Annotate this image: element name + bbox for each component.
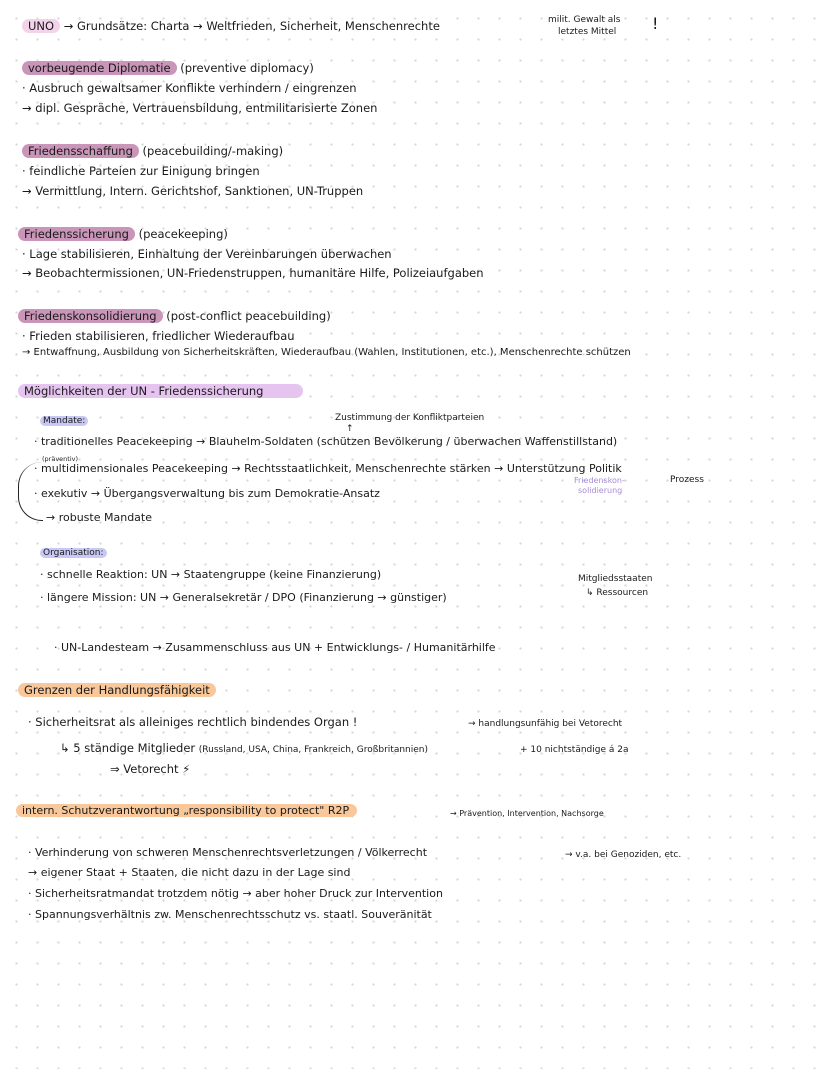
section-consolidation-heading xyxy=(18,308,331,324)
permanent-members: ↳ 5 ständige Mitglieder xyxy=(60,741,196,755)
section-peacemaking-heading xyxy=(22,143,283,159)
country-team: · UN-Landesteam → Zusammenschluss aus UN + Entwicklungs- / Humanitärhilfe xyxy=(54,641,496,654)
r2p-line1: · Verhinderung von schweren Menschenrechtsverletzungen / Völkerrecht xyxy=(28,846,428,859)
section-title: intern. Schutzverantwortung „responsibility to protect" R2P xyxy=(16,804,357,817)
up-arrow-icon: ↑ xyxy=(346,424,354,434)
section-subtitle: (preventive diplomacy) xyxy=(180,61,314,75)
mandate-robust: → robuste Mandate xyxy=(46,511,152,524)
consolidation-line1: · Frieden stabilisieren, friedlicher Wiederaufbau xyxy=(22,329,295,343)
limits-line1-note: → handlungsunfähig bei Vetorecht xyxy=(468,719,623,729)
side-note-line2: letztes Mittel xyxy=(558,27,617,37)
section-title: Grenzen der Handlungsfähigkeit xyxy=(18,683,216,697)
side-note-military-force xyxy=(548,14,621,38)
peacemaking-line1: · feindliche Parteien zur Einigung bringen xyxy=(22,164,260,178)
side-note-line1: milit. Gewalt als xyxy=(548,15,621,25)
consent-note: Zustimmung der Konfliktparteien xyxy=(335,413,485,423)
preventive-line2: → dipl. Gespräche, Vertrauensbildung, entmilitarisierte Zonen xyxy=(22,101,378,115)
section-title: vorbeugende Diplomatie xyxy=(22,61,177,75)
r2p-line2: → eigener Staat + Staaten, die nicht dazu in der Lage sind xyxy=(28,866,351,879)
consolidation-note-line1: Friedenskon- xyxy=(574,476,625,485)
exclamation-icon: ! xyxy=(652,14,659,33)
consolidation-note-line2: solidierung xyxy=(578,486,623,495)
peacekeeping-line1: · Lage stabilisieren, Einhaltung der Vereinbarungen überwachen xyxy=(22,247,392,261)
organisation-quick: · schnelle Reaktion: UN → Staatengruppe (keine Finanzierung) xyxy=(40,568,382,581)
r2p-note: → Prävention, Intervention, Nachsorge xyxy=(450,809,604,818)
mandate-executive: · exekutiv → Übergangsverwaltung bis zum Demokratie-Ansatz xyxy=(34,487,380,500)
peacekeeping-line2: → Beobachtermissionen, UN-Friedenstruppen, humanitäre Hilfe, Polizeiaufgaben xyxy=(22,266,484,280)
mandates-label xyxy=(40,413,88,429)
title-uno: UNO xyxy=(22,19,60,33)
principles-text: → Grundsätze: Charta → Weltfrieden, Sicherheit, Menschenrechte xyxy=(63,19,440,33)
section-title: Möglichkeiten der UN - Friedenssicherung xyxy=(18,384,303,398)
limits-line3: ⇒ Vetorecht ⚡ xyxy=(110,762,191,776)
process-note: Prozess xyxy=(670,475,704,485)
section-title: Friedenskonsolidierung xyxy=(18,309,163,323)
limits-line2-note: + 10 nichtständige á 2a xyxy=(520,745,629,755)
members-note xyxy=(578,572,652,600)
r2p-line1-note: → v.a. bei Genoziden, etc. xyxy=(565,850,682,860)
organisation-long: · längere Mission: UN → Generalsekretär / DPO (Finanzierung → günstiger) xyxy=(40,591,447,604)
limits-line2 xyxy=(60,740,428,758)
section-title: Friedenssicherung xyxy=(18,227,135,241)
section-subtitle: (peacekeeping) xyxy=(138,227,228,241)
section-preventive-heading xyxy=(22,60,314,76)
limits-line1: · Sicherheitsrat als alleiniges rechtlich bindendes Organ ! xyxy=(28,715,358,729)
members-line2: ↳ Ressourcen xyxy=(586,588,649,598)
header-line xyxy=(22,18,440,34)
section-possibilities-heading xyxy=(18,383,303,399)
mandate-multidimensional: · multidimensionales Peacekeeping → Rechtsstaatlichkeit, Menschenrechte stärken → Unterstützung Politik xyxy=(34,462,622,475)
r2p-line3: · Sicherheitsratmandat trotzdem nötig → aber hoher Druck zur Intervention xyxy=(28,887,443,900)
section-limits-heading xyxy=(18,682,216,698)
organisation-label-text: Organisation: xyxy=(40,548,107,558)
peacemaking-line2: → Vermittlung, Intern. Gerichtshof, Sanktionen, UN-Truppen xyxy=(22,184,364,198)
section-title: Friedensschaffung xyxy=(22,144,139,158)
section-r2p-heading xyxy=(16,803,357,819)
section-subtitle: (peacebuilding/-making) xyxy=(142,144,284,158)
section-subtitle: (post-conflict peacebuilding) xyxy=(166,309,331,323)
members-line1: Mitgliedsstaaten xyxy=(578,574,653,584)
organisation-label xyxy=(40,545,107,561)
bracket-line xyxy=(18,462,43,521)
consolidation-line2: → Entwaffnung, Ausbildung von Sicherheitskräften, Wiederaufbau (Wahlen, Institutionen, etc.), Menschenrechte schützen xyxy=(22,347,631,358)
mandate-traditional: · traditionelles Peacekeeping → Blauhelm-Soldaten (schützen Bevölkerung / überwachen Waffenstillstand) xyxy=(34,435,618,448)
permanent-members-list: (Russland, USA, China, Frankreich, Großbritannien) xyxy=(198,745,428,755)
mandates-label-text: Mandate: xyxy=(40,416,88,426)
consolidation-side-note xyxy=(574,476,625,496)
r2p-line4: · Spannungsverhältnis zw. Menschenrechtsschutz vs. staatl. Souveränität xyxy=(28,908,432,921)
section-peacekeeping-heading xyxy=(18,226,228,242)
preventive-note: (präventiv) xyxy=(42,455,79,463)
preventive-line1: · Ausbruch gewaltsamer Konflikte verhindern / eingrenzen xyxy=(22,81,357,95)
